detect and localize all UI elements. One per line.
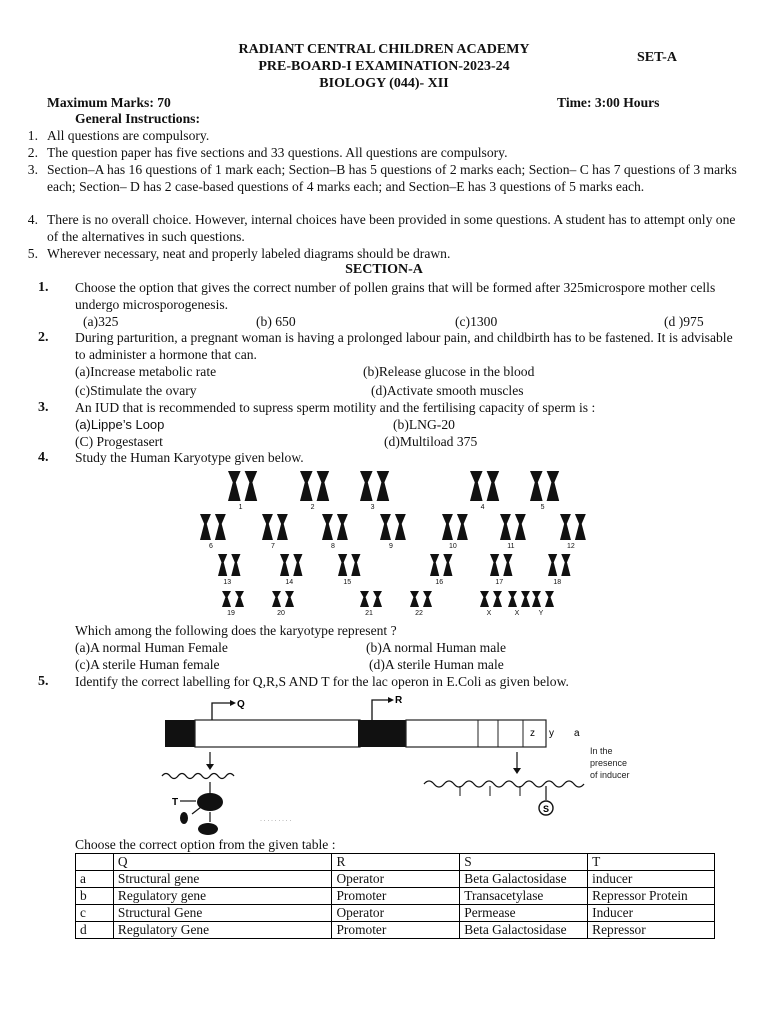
option-c: (c)Stimulate the ovary	[75, 383, 197, 398]
inducer-note-line1: In the	[590, 746, 613, 756]
chromosome-number-label: 21	[365, 610, 373, 616]
chromosome	[560, 514, 571, 540]
table-cell: inducer	[588, 871, 715, 888]
chromosome-number-label: 11	[507, 543, 515, 550]
option-b: (b)LNG-20	[393, 417, 455, 432]
chromosome-number-label: 20	[277, 610, 285, 616]
option-c: (C) Progestasert	[75, 434, 163, 449]
chromosome	[493, 591, 502, 607]
chromosome-number-label: 8	[330, 543, 335, 550]
r-arrow	[372, 700, 388, 720]
chromosome-number-label: Y	[538, 610, 544, 616]
chromosome-number-label: 16	[435, 579, 444, 586]
option-c: (c)1300	[455, 314, 498, 329]
q-label: Q	[237, 699, 245, 710]
blurred-caption: · · · · · · · · ·	[260, 818, 292, 824]
chromosome	[423, 591, 432, 607]
option-a: (a)Increase metabolic rate	[75, 364, 217, 379]
instruction-number: 4.	[27, 212, 38, 227]
instruction-text: The question paper has five sections and 33 questions. All questions are compulsory.	[47, 145, 508, 160]
instruction-number: 1.	[27, 128, 38, 143]
question-number: 4.	[38, 450, 49, 465]
s-label: S	[543, 804, 550, 814]
table-cell: Repressor Protein	[588, 888, 715, 905]
chromosome	[360, 471, 373, 501]
gene-a-label: a	[574, 728, 580, 739]
option-d: (d)A sterile Human male	[369, 657, 504, 672]
table-cell: Promoter	[332, 888, 460, 905]
inducer-note-line3: of inducer	[590, 770, 630, 780]
chromosome-number-label: 13	[223, 579, 232, 586]
chromosome-pair	[508, 591, 530, 616]
chromosome-pair	[380, 514, 406, 550]
chromosome-number-label: 15	[343, 579, 352, 586]
instructions-title: General Instructions:	[75, 111, 200, 126]
table-row	[76, 922, 715, 939]
chromosome-number-label: X	[486, 610, 492, 616]
transcription-arrowhead	[206, 764, 214, 770]
option-b: (b)Release glucose in the blood	[363, 364, 535, 379]
chromosome	[338, 554, 347, 576]
table-cell: Regulatory gene	[113, 888, 332, 905]
table-cell: Operator	[332, 905, 460, 922]
lac-operon-diagram	[160, 690, 630, 838]
max-marks: Maximum Marks: 70	[47, 95, 171, 110]
chromosome-number-label: 2	[310, 504, 315, 511]
instruction-text: Section–A has 16 questions of 1 mark each; Section–B has 5 questions of 2 marks each; Section– C has 7 questions of 3 marks each; Section– D has 2 case-based questions of 4 marks each; and Section–E has 3 questions of 5 marks each.	[47, 162, 737, 194]
chromosome-number-label: 17	[495, 579, 504, 586]
section-title: SECTION-A	[345, 262, 423, 277]
q-arrow	[212, 703, 230, 720]
question-text: Choose the option that gives the correct number of pollen grains that will be formed after 325microspore mother cells undergo microsporogenesis.	[75, 280, 716, 312]
chromosome-pair	[360, 591, 382, 616]
chromosome	[470, 471, 483, 501]
chromosome	[561, 554, 570, 576]
table-cell: Transacetylase	[460, 888, 588, 905]
question-text: An IUD that is recommended to supress sperm motility and the fertilising capacity of sperm is :	[75, 400, 596, 415]
chromosome	[395, 514, 406, 540]
chromosome-pair	[410, 591, 432, 616]
table-cell: Inducer	[588, 905, 715, 922]
chromosome	[410, 591, 419, 607]
chromosome-number-label: 22	[415, 610, 423, 616]
chromosome	[430, 554, 439, 576]
option-b: (b) 650	[256, 314, 296, 329]
chromosome	[545, 591, 554, 607]
question-number: 5.	[38, 674, 49, 689]
question-number: 3.	[38, 400, 49, 415]
instruction-text: Wherever necessary, neat and properly labeled diagrams should be drawn.	[47, 246, 451, 261]
chromosome	[218, 554, 227, 576]
table-header-cell: R	[332, 854, 460, 871]
dna-segment-regulator	[165, 720, 195, 747]
chromosome-number-label: 18	[553, 579, 562, 586]
chromosome	[457, 514, 468, 540]
inducer-molecule	[180, 812, 188, 824]
chromosome-pair	[218, 554, 240, 586]
chromosome	[487, 471, 500, 501]
option-a: (a)325	[83, 314, 119, 329]
table-cell: b	[76, 888, 114, 905]
option-d: (d )975	[664, 314, 704, 329]
chromosome-number-label: 10	[449, 543, 457, 550]
instruction-text: All questions are compulsory.	[47, 128, 210, 143]
chromosome	[231, 554, 240, 576]
chromosome-number-label: 9	[388, 543, 393, 550]
table-cell: d	[76, 922, 114, 939]
chromosome-number-label: X	[514, 610, 520, 616]
dna-segment-blank	[195, 720, 360, 747]
repressor-protein	[197, 793, 223, 811]
chromosome	[480, 591, 489, 607]
chromosome-pair	[222, 591, 244, 616]
chromosome-number-label: 3	[370, 504, 375, 511]
school-name: RADIANT CENTRAL CHILDREN ACADEMY	[238, 42, 530, 57]
table-cell: c	[76, 905, 114, 922]
t-label: T	[172, 797, 179, 808]
chromosome	[322, 514, 333, 540]
chromosome-pair	[430, 554, 452, 586]
chromosome-pair	[490, 554, 512, 586]
chromosome	[200, 514, 211, 540]
chromosome	[277, 514, 288, 540]
polycistronic-mrna	[424, 781, 584, 787]
instruction-number: 3.	[27, 162, 38, 177]
chromosome	[285, 591, 294, 607]
question-text: Study the Human Karyotype given below.	[75, 450, 304, 465]
option-d: (d)Multiload 375	[384, 434, 478, 449]
inducer-arrow	[192, 807, 201, 814]
table-cell: a	[76, 871, 114, 888]
table-cell: Repressor	[588, 922, 715, 939]
chromosome-number-label: 4	[480, 504, 485, 511]
chromosome	[521, 591, 530, 607]
chromosome	[235, 591, 244, 607]
chromosome-pair	[360, 471, 389, 511]
chromosome	[337, 514, 348, 540]
exam-title: PRE-BOARD-I EXAMINATION-2023-24	[258, 59, 510, 74]
table-header-row	[76, 854, 715, 871]
instruction-number: 5.	[27, 246, 38, 261]
chromosome	[272, 591, 281, 607]
table-cell: Structural gene	[113, 871, 332, 888]
chromosome	[532, 591, 541, 607]
chromosome-pair	[280, 554, 302, 586]
chromosome	[508, 591, 517, 607]
chromosome	[548, 554, 557, 576]
chromosome	[360, 591, 369, 607]
chromosome-pair	[560, 514, 586, 550]
table-cell: Beta Galactosidase	[460, 922, 588, 939]
inactive-repressor	[198, 823, 218, 835]
chromosome-pair	[500, 514, 526, 550]
chromosome-pair	[200, 514, 226, 550]
dna-segment-structural	[406, 720, 546, 747]
table-cell: Operator	[332, 871, 460, 888]
option-b: (b)A normal Human male	[366, 640, 507, 655]
chromosome	[490, 554, 499, 576]
chromosome	[547, 471, 560, 501]
q-arrowhead	[230, 700, 236, 706]
answer-table	[75, 853, 715, 939]
mrna-left	[162, 774, 234, 779]
table-row	[76, 905, 715, 922]
chromosome-pair	[442, 514, 468, 550]
question-text: During parturition, a pregnant woman is having a prolonged labour pain, and childbirth has to be fastened. It is advisable to administer a hormone that can.	[75, 330, 733, 362]
chromosome-number-label: 12	[567, 543, 575, 550]
chromosome-number-label: 5	[540, 504, 545, 511]
inducer-note-line2: presence	[590, 758, 628, 768]
question-text: Identify the correct labelling for Q,R,S AND T for the lac operon in E.Coli as given below.	[75, 674, 569, 689]
table-cell: Permease	[460, 905, 588, 922]
chromosome	[228, 471, 241, 501]
chromosome-pair	[548, 554, 570, 586]
chromosome	[503, 554, 512, 576]
r-label: R	[395, 695, 403, 706]
option-d: (d)Activate smooth muscles	[371, 383, 524, 398]
option-c: (c)A sterile Human female	[75, 657, 220, 672]
chromosome-number-label: 6	[208, 543, 213, 550]
table-header-cell: T	[588, 854, 715, 871]
chromosome	[245, 471, 258, 501]
question-4-prompt: Which among the following does the karyotype represent ?	[75, 623, 397, 638]
subject-title: BIOLOGY (044)- XII	[319, 76, 449, 91]
chromosome	[500, 514, 511, 540]
instruction-text: There is no overall choice. However, internal choices have been provided in some questions. A student has to attempt only one of the alternatives in such questions.	[47, 212, 736, 244]
chromosome-pair	[530, 471, 559, 511]
chromosome-number-label: 14	[285, 579, 294, 586]
chromosome	[351, 554, 360, 576]
chromosome	[530, 471, 543, 501]
chromosome	[443, 554, 452, 576]
chromosome	[442, 514, 453, 540]
table-prompt: Choose the correct option from the given table :	[75, 837, 336, 852]
option-a: (a)A normal Human Female	[75, 640, 228, 655]
chromosome-pair	[470, 471, 499, 511]
chromosome-number-label: 19	[227, 610, 235, 616]
chromosome	[215, 514, 226, 540]
chromosome-number-label: 1	[238, 504, 243, 511]
question-number: 2.	[38, 330, 49, 345]
table-header-cell: Q	[113, 854, 332, 871]
gene-y-label: y	[549, 728, 554, 739]
r-arrowhead	[388, 697, 394, 703]
chromosome	[373, 591, 382, 607]
chromosome	[262, 514, 273, 540]
chromosome	[380, 514, 391, 540]
chromosome-pair	[532, 591, 554, 616]
chromosome-pair	[272, 591, 294, 616]
table-cell: Beta Galactosidase	[460, 871, 588, 888]
option-a: (a)Lippe’s Loop	[75, 417, 165, 432]
chromosome	[515, 514, 526, 540]
table-row	[76, 871, 715, 888]
chromosome-pair	[322, 514, 348, 550]
dna-segment-promoter	[358, 720, 406, 747]
table-row	[76, 888, 715, 905]
set-label: SET-A	[637, 50, 677, 65]
chromosome-number-label: 7	[270, 543, 275, 550]
chromosome	[300, 471, 313, 501]
chromosome-pair	[300, 471, 329, 511]
chromosome	[222, 591, 231, 607]
table-cell: Regulatory Gene	[113, 922, 332, 939]
question-number: 1.	[38, 280, 49, 295]
chromosome	[317, 471, 330, 501]
structural-transcription-arrowhead	[513, 768, 521, 774]
chromosome	[280, 554, 289, 576]
chromosome-pair	[228, 471, 257, 511]
time-allowed: Time: 3:00 Hours	[557, 95, 660, 110]
chromosome	[575, 514, 586, 540]
chromosome	[293, 554, 302, 576]
table-header-cell	[76, 854, 114, 871]
gene-z-label: z	[530, 728, 535, 739]
chromosome-pair	[480, 591, 502, 616]
chromosome-pair	[338, 554, 360, 586]
table-cell: Structural Gene	[113, 905, 332, 922]
chromosome	[377, 471, 390, 501]
table-header-cell: S	[460, 854, 588, 871]
table-cell: Promoter	[332, 922, 460, 939]
karyotype-image	[190, 466, 590, 616]
chromosome-pair	[262, 514, 288, 550]
instruction-number: 2.	[27, 145, 38, 160]
